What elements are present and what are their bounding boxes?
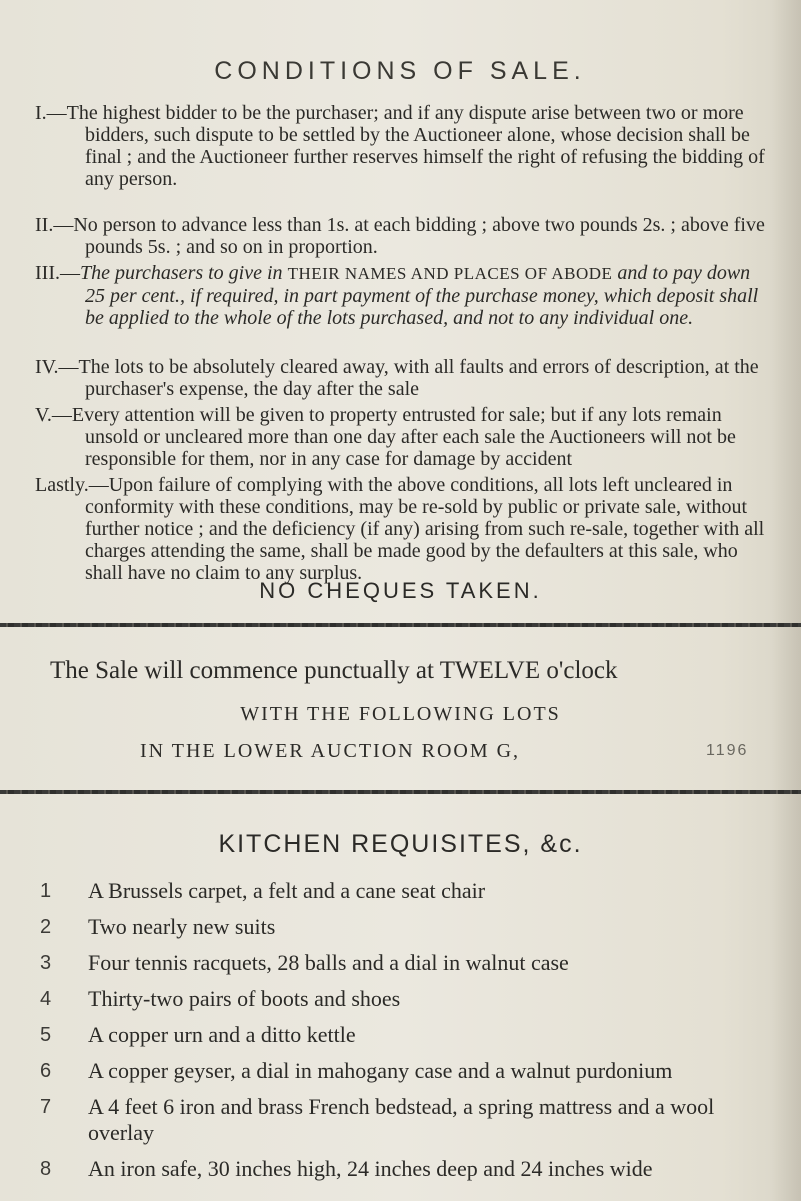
lot-item [40,1022,780,1048]
auction-room: IN THE LOWER AUCTION ROOM G, [140,740,521,762]
condition-text: Every attention will be given to property entrusted for sale; but if any lots remain unsold or uncleared more than one day after each sale the Auctioneers will not be responsible for them, nor in any case for damage by accident [71,404,736,470]
divider-rule [0,790,801,794]
lot-number: 3 [40,952,52,974]
sale-time: The Sale will commence punctually at TWELVE o'clock [50,657,618,684]
condition-text: No person to advance less than 1s. at each bidding ; above two pounds 2s. ; above five pounds 5s. ; and so on in proportion. [73,214,765,258]
lot-description: A copper geyser, a dial in mahogany case and a walnut purdonium [88,1058,673,1083]
condition-text: The lots to be absolutely cleared away, with all faults and errors of description, at the purchaser's expense, the day after the sale [78,356,759,400]
room-code: 1196 [706,742,749,759]
condition-3 [35,262,775,329]
condition-label: Lastly.— [35,474,109,496]
lot-description: An iron safe, 30 inches high, 24 inches deep and 24 inches wide [88,1156,653,1181]
condition-text: and to pay down 25 per cent., if required, in part payment of the purchase money, which deposit shall be applied to the whole of the lots purchased, and not to any individual one. [85,262,759,329]
lot-description: A copper urn and a ditto kettle [88,1022,356,1047]
condition-label: I.— [35,102,67,124]
lot-list [40,878,780,1192]
divider-rule [0,623,801,627]
condition-text: Upon failure of complying with the above conditions, all lots left uncleared in conformity with these conditions, may be re-sold by public or private sale, without further notice ; and the deficiency (if any) arising from such re-sale, together with all charges attending the same, shall be made good by the defaulters at this sale, who shall have no claim to any surplus. [85,474,765,584]
condition-lastly [35,474,775,584]
condition-2 [35,214,775,258]
condition-label: V.— [35,404,72,426]
lot-description: Four tennis racquets, 28 balls and a dial in walnut case [88,950,569,975]
lot-number: 5 [40,1024,52,1046]
condition-text: The highest bidder to be the purchaser; and if any dispute arise between two or more bidders, such dispute to be settled by the Auctioneer alone, whose decision shall be final ; and the Auctioneer further reserves himself the right of refusing the bidding of any person. [66,102,765,190]
lot-number: 2 [40,916,52,938]
condition-label: II.— [35,214,74,236]
condition-label: III.— [35,262,80,284]
lot-number: 4 [40,988,52,1010]
lot-number: 1 [40,880,52,902]
section-heading: KITCHEN REQUISITES, &c. [218,830,583,858]
condition-text: The purchasers to give in [79,262,288,284]
lot-description: A Brussels carpet, a felt and a cane seat chair [88,878,486,903]
lot-item [40,878,780,904]
page-title: CONDITIONS OF SALE. [214,57,586,85]
lot-number: 7 [40,1096,52,1118]
condition-label: IV.— [35,356,79,378]
condition-1 [35,102,775,190]
lot-item [40,1094,780,1146]
lot-item [40,986,780,1012]
condition-5 [35,404,775,470]
lots-heading: WITH THE FOLLOWING LOTS [240,703,561,725]
lot-description: Two nearly new suits [88,914,276,939]
lot-description: A 4 feet 6 iron and brass French bedstead, a spring mattress and a wool overlay [88,1094,715,1145]
lot-item [40,1156,780,1182]
condition-4 [35,356,775,400]
lot-item [40,914,780,940]
no-cheques-notice: NO CHEQUES TAKEN. [259,578,542,603]
lot-item [40,950,780,976]
condition-text-caps: THEIR NAMES AND PLACES OF ABODE [287,264,613,283]
lot-item [40,1058,780,1084]
lot-number: 6 [40,1060,52,1082]
lot-number: 8 [40,1158,52,1180]
lot-description: Thirty-two pairs of boots and shoes [88,986,401,1011]
